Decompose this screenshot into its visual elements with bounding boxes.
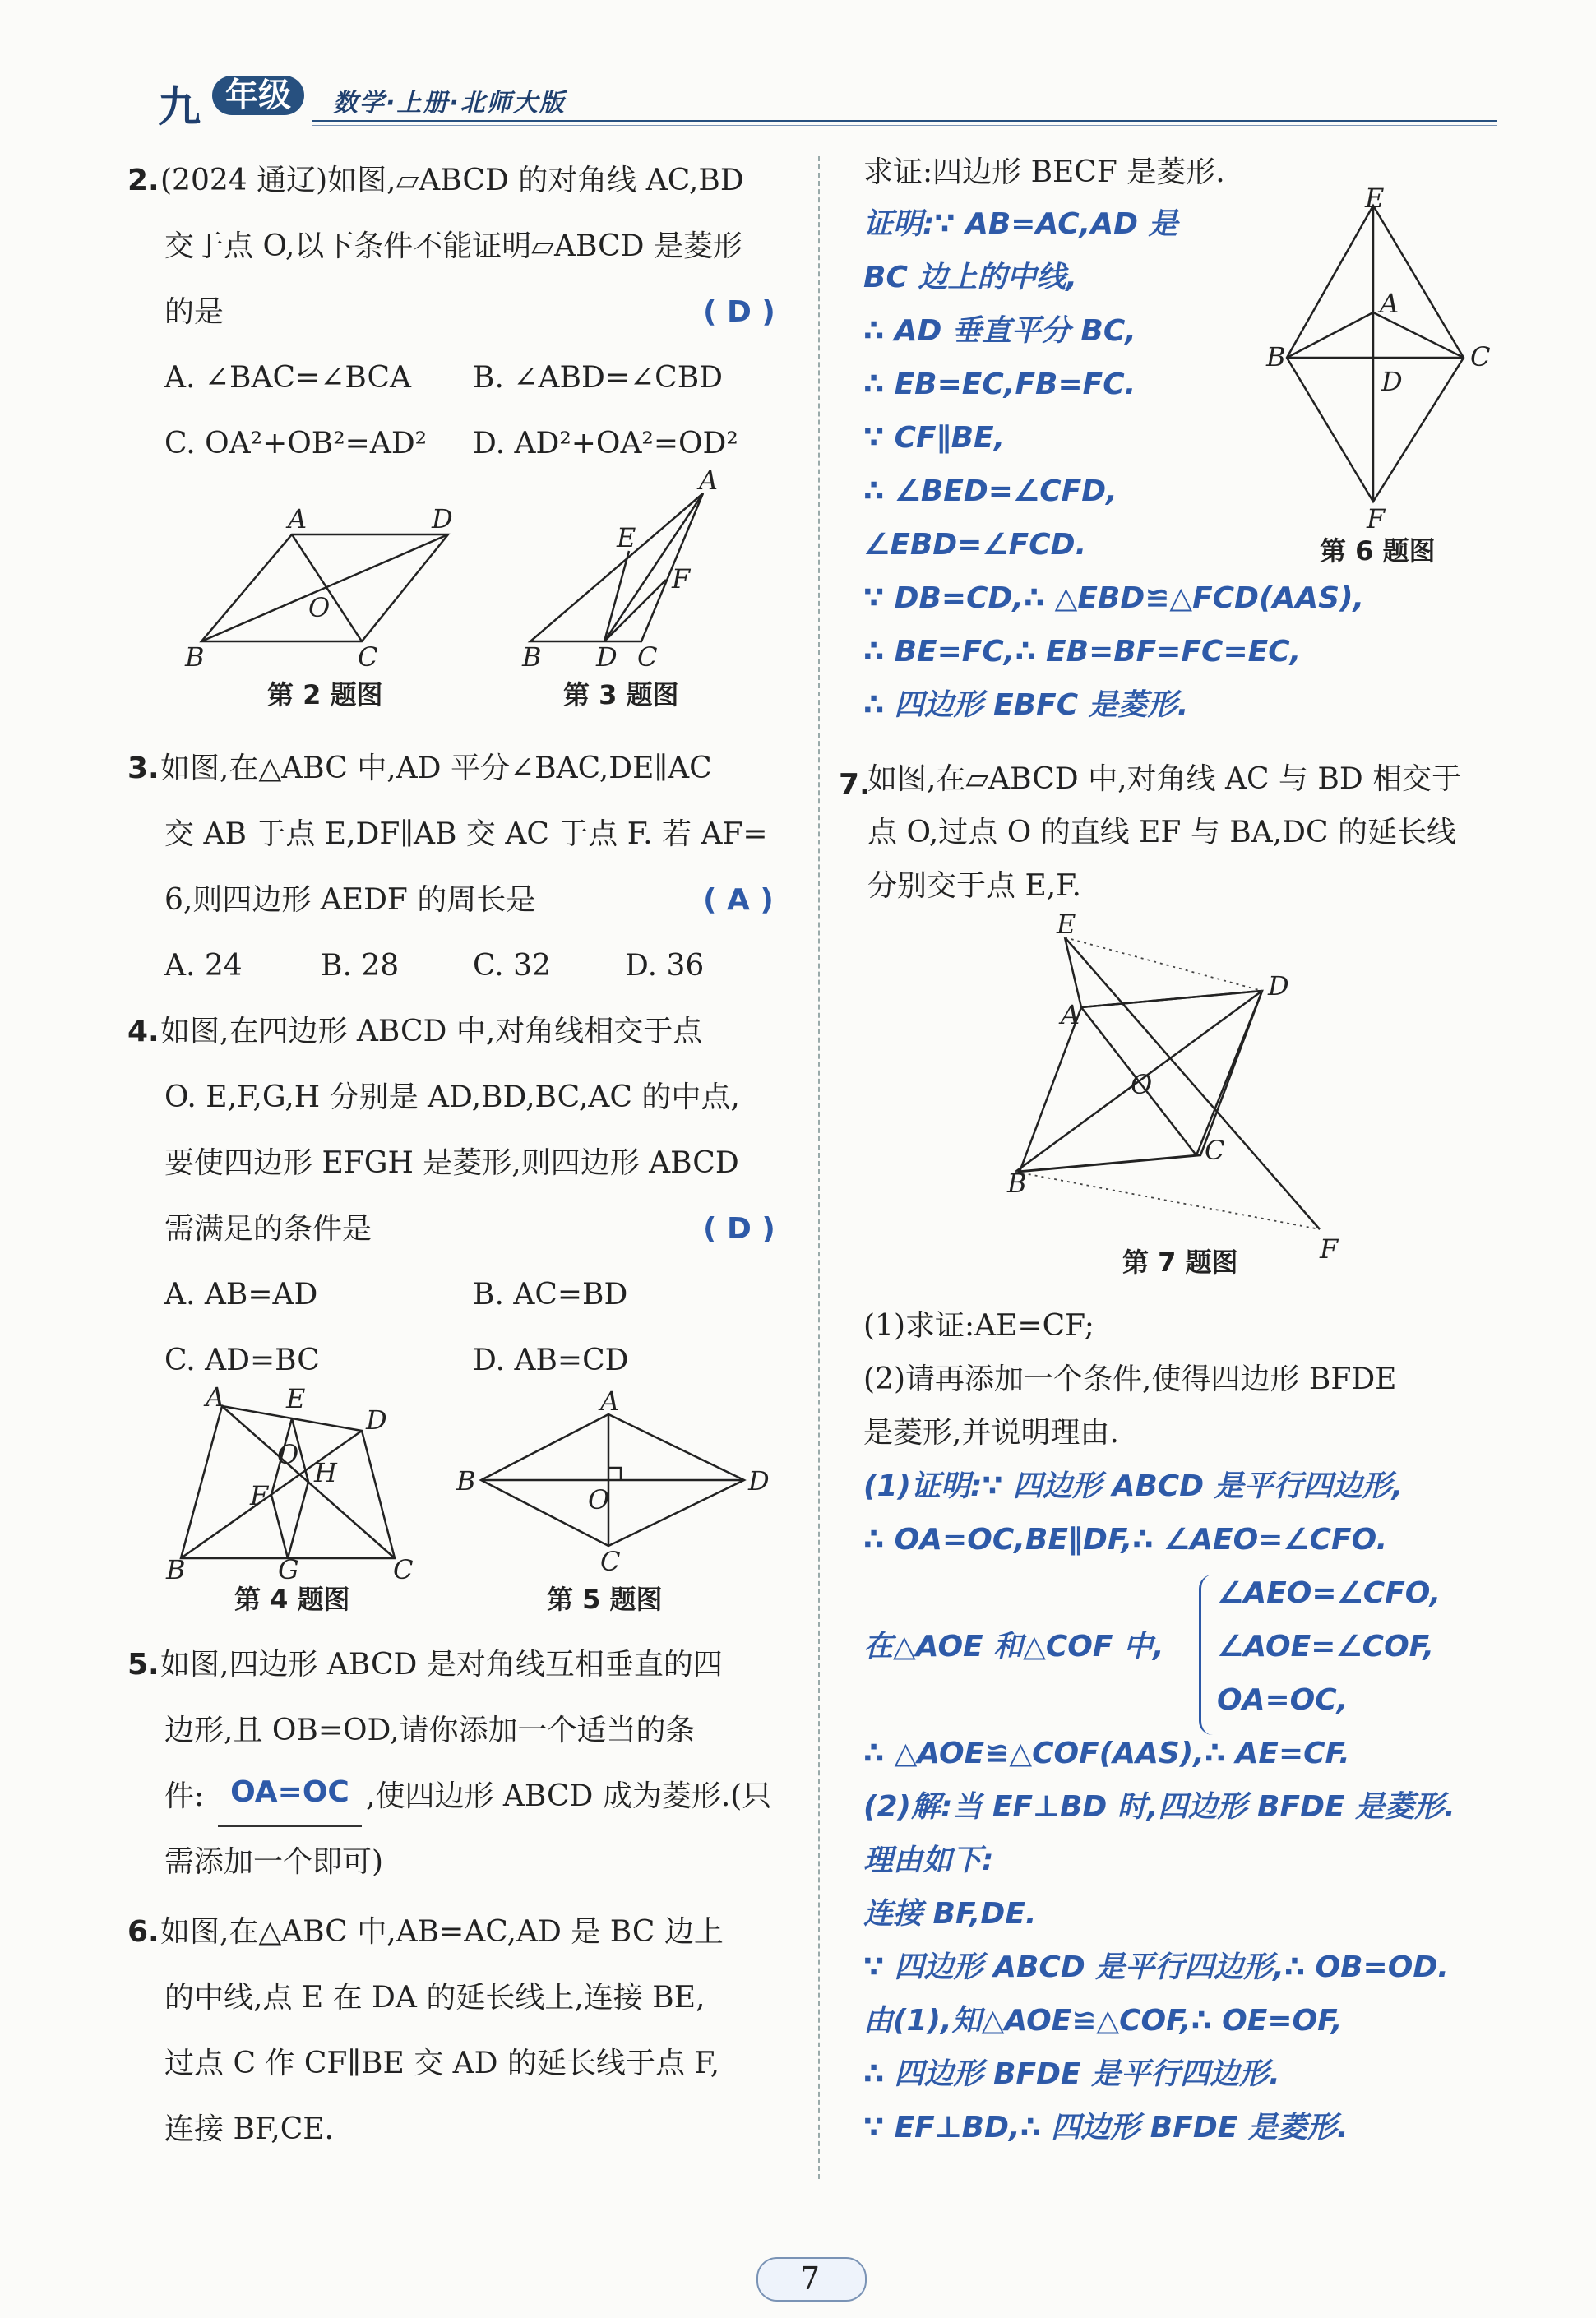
q7-sol2-line-6: 由(1),知△AOE≌△COF,∴ OE=OF, [863,2004,1343,2038]
q6-solution-line-4: ∴ EB=EC,FB=FC. [863,368,1136,401]
q2-answer: ( D ) [703,295,775,329]
q4-option-a: A. AB=AD [164,1278,318,1312]
q3-option-b: B. 28 [321,949,400,983]
fig6-label-b: B [1266,341,1286,372]
q5-line-2: 边形,且 OB=OD,请你添加一个适当的条 [164,1714,696,1747]
fig7-label-a: A [1061,999,1080,1030]
q4-line-1: 如图,在四边形 ABCD 中,对角线相交于点 [160,1015,703,1048]
q4-option-d: D. AB=CD [473,1344,629,1377]
fig4-label-g: G [278,1554,299,1585]
page-number: 7 [799,2260,821,2297]
fig4-label-a: A [206,1381,225,1413]
fig6-label-d: D [1381,366,1403,397]
fig7-label-d: D [1268,970,1289,1002]
q6-solution-line-10: ∴ 四边形 EBFC 是菱形. [863,688,1189,722]
fig7-label-b: B [1007,1168,1027,1199]
q7-system-line-1: ∠AEO=∠CFO, [1217,1576,1441,1610]
q7-sol2-line-4: 连接 BF,DE. [863,1897,1037,1931]
fig2-label-c: C [358,641,378,673]
q4-line-2: O. E,F,G,H 分别是 AD,BD,BC,AC 的中点, [164,1080,740,1114]
grade-badge [123,71,312,132]
q4-line-3: 要使四边形 EFGH 是菱形,则四边形 ABCD [164,1146,739,1180]
fig6-label-c: C [1470,341,1491,372]
q3-line-3: 6,则四边形 AEDF 的周长是 [164,883,536,917]
q3-answer: ( A ) [703,883,774,917]
q6-line-1: 如图,在△ABC 中,AB=AC,AD 是 BC 边上 [160,1915,724,1949]
fig3-label-b: B [522,641,542,673]
q7-sol2-line-7: ∴ 四边形 BFDE 是平行四边形. [863,2057,1280,2091]
q2-option-d: D. AD²+OA²=OD² [473,427,738,460]
fig5-label-a: A [600,1386,620,1417]
fig7-label-f: F [1320,1233,1339,1265]
q6-solution-line-3: ∴ AD 垂直平分 BC, [863,314,1136,348]
q2-line-1: (2024 通辽)如图,▱ABCD 的对角线 AC,BD [160,164,744,197]
fig4-label-d: D [366,1404,387,1436]
q4-option-c: C. AD=BC [164,1344,320,1377]
q6-line-2: 的中线,点 E 在 DA 的延长线上,连接 BE, [164,1981,705,2015]
q7-system-brace [1199,1575,1213,1735]
q3-number: 3. [127,752,160,785]
q6-solution-line-2: BC 边上的中线, [863,261,1078,294]
q6-prove-statement: 求证:四边形 BECF 是菱形. [863,155,1225,189]
q3-option-d: D. 36 [625,949,705,983]
figure-5 [456,1386,770,1577]
q6-solution-line-9: ∴ BE=FC,∴ EB=BF=FC=EC, [863,635,1302,669]
fig3-label-f: F [672,563,691,595]
q7-number: 7. [839,768,871,802]
q6-solution-line-1: 证明:∵ AB=AC,AD 是 [863,207,1178,241]
fig7-label-c: C [1205,1135,1225,1166]
q6-solution-line-5: ∵ CF∥BE, [863,421,1006,455]
q2-line-3: 的是 [164,295,224,329]
fig5-label-o: O [588,1484,610,1515]
q4-answer: ( D ) [703,1212,775,1246]
q6-line-3: 过点 C 作 CF∥BE 交 AD 的延长线于点 F, [164,2047,720,2080]
q7-sol1-line-2: ∴ OA=OC,BE∥DF,∴ ∠AEO=∠CFO. [863,1523,1388,1557]
q7-part-1: (1)求证:AE=CF; [863,1309,1094,1343]
fig5-label-c: C [600,1546,621,1577]
q5-line-3b: ,使四边形 ABCD 成为菱形.(只 [366,1779,772,1813]
figure-3 [514,465,728,673]
fig2-label-d: D [432,503,453,534]
q7-sol2-line-8: ∵ EF⊥BD,∴ 四边形 BFDE 是菱形. [863,2111,1349,2144]
q2-option-b: B. ∠ABD=∠CBD [473,361,724,395]
grade-word: 年级 [212,76,304,115]
column-divider [818,156,820,2179]
q2-option-a: A. ∠BAC=∠BCA [164,361,412,395]
fig4-label-h: H [314,1457,337,1488]
fig3-label-e: E [617,522,636,553]
figure-2-caption: 第 2 题图 [267,679,383,710]
q2-line-2: 交于点 O,以下条件不能证明▱ABCD 是菱形 [164,229,742,263]
q5-number: 5. [127,1648,160,1682]
q6-solution-line-8: ∵ DB=CD,∴ △EBD≌△FCD(AAS), [863,581,1365,615]
q4-number: 4. [127,1015,160,1048]
q7-line-1: 如图,在▱ABCD 中,对角线 AC 与 BD 相交于 [867,762,1462,796]
q4-option-b: B. AC=BD [473,1278,628,1312]
q7-line-3: 分别交于点 E,F. [867,869,1081,903]
header-subject: 数学·上册·北师大版 [333,89,566,118]
q7-system-line-3: OA=OC, [1217,1683,1349,1717]
figure-4 [164,1381,428,1585]
fig3-label-a: A [699,465,719,496]
q5-answer-blank: OA=OC [218,1760,362,1827]
grade-char: 九 [158,83,201,132]
q6-line-4: 连接 BF,CE. [164,2112,334,2146]
page-header [123,71,1488,132]
figure-7-caption: 第 7 题图 [1122,1247,1238,1278]
fig4-label-c: C [393,1554,414,1585]
q7-part-2-cont: 是菱形,并说明理由. [863,1416,1119,1450]
header-rule-thin [312,125,1497,126]
fig7-label-e: E [1057,909,1076,940]
fig2-label-a: A [288,503,308,534]
fig2-label-o: O [308,592,331,623]
q7-sol2-line-1: ∴ △AOE≌△COF(AAS),∴ AE=CF. [863,1737,1350,1770]
figure-2 [185,502,453,673]
q6-number: 6. [127,1915,160,1949]
fig4-label-o: O [277,1439,299,1470]
q6-solution-line-6: ∴ ∠BED=∠CFD, [863,474,1117,508]
q2-option-c: C. OA²+OB²=AD² [164,427,428,460]
fig6-label-a: A [1380,288,1399,319]
q7-sol2-line-5: ∵ 四边形 ABCD 是平行四边形,∴ OB=OD. [863,1950,1449,1984]
fig4-label-e: E [286,1383,306,1414]
q7-sol2-line-2: (2)解:当 EF⊥BD 时,四边形 BFDE 是菱形. [863,1790,1455,1824]
fig7-label-o: O [1131,1069,1153,1100]
q3-line-2: 交 AB 于点 E,DF∥AB 交 AC 于点 F. 若 AF= [164,817,768,851]
q4-line-4: 需满足的条件是 [164,1212,372,1246]
fig3-label-c: C [637,641,658,673]
figure-3-caption: 第 3 题图 [563,679,679,710]
fig4-label-f: F [250,1480,269,1511]
fig6-label-f: F [1367,503,1386,534]
figure-5-caption: 第 5 题图 [547,1584,663,1615]
fig5-label-d: D [748,1465,770,1497]
q3-option-c: C. 32 [473,949,551,983]
fig6-label-e: E [1365,183,1385,214]
q7-part-2: (2)请再添加一个条件,使得四边形 BFDE [863,1363,1397,1396]
fig5-label-b: B [456,1465,476,1497]
q5-line-1: 如图,四边形 ABCD 是对角线互相垂直的四 [160,1648,723,1682]
q7-sol1-line-1: (1)证明:∵ 四边形 ABCD 是平行四边形, [863,1469,1404,1503]
q7-line-2: 点 O,过点 O 的直线 EF 与 BA,DC 的延长线 [867,816,1457,849]
q2-number: 2. [127,164,160,197]
figure-4-caption: 第 4 题图 [234,1584,350,1615]
q7-system-lead: 在△AOE 和△COF 中, [863,1630,1164,1663]
q5-line-4: 需添加一个即可) [164,1845,384,1879]
fig3-label-d: D [596,641,618,673]
figure-6 [1266,183,1513,534]
q7-sol2-line-3: 理由如下: [863,1844,994,1877]
fig2-label-b: B [185,641,205,673]
q7-system-line-2: ∠AOE=∠COF, [1217,1630,1435,1663]
q5-line-3a: 件: [164,1779,205,1813]
q3-option-a: A. 24 [164,949,243,983]
page-number-badge [756,2257,863,2298]
q6-solution-line-7: ∠EBD=∠FCD. [863,528,1087,562]
figure-6-caption: 第 6 题图 [1320,535,1436,567]
fig4-label-b: B [166,1554,186,1585]
header-rule [312,120,1497,122]
q3-line-1: 如图,在△ABC 中,AD 平分∠BAC,DE∥AC [160,752,712,785]
